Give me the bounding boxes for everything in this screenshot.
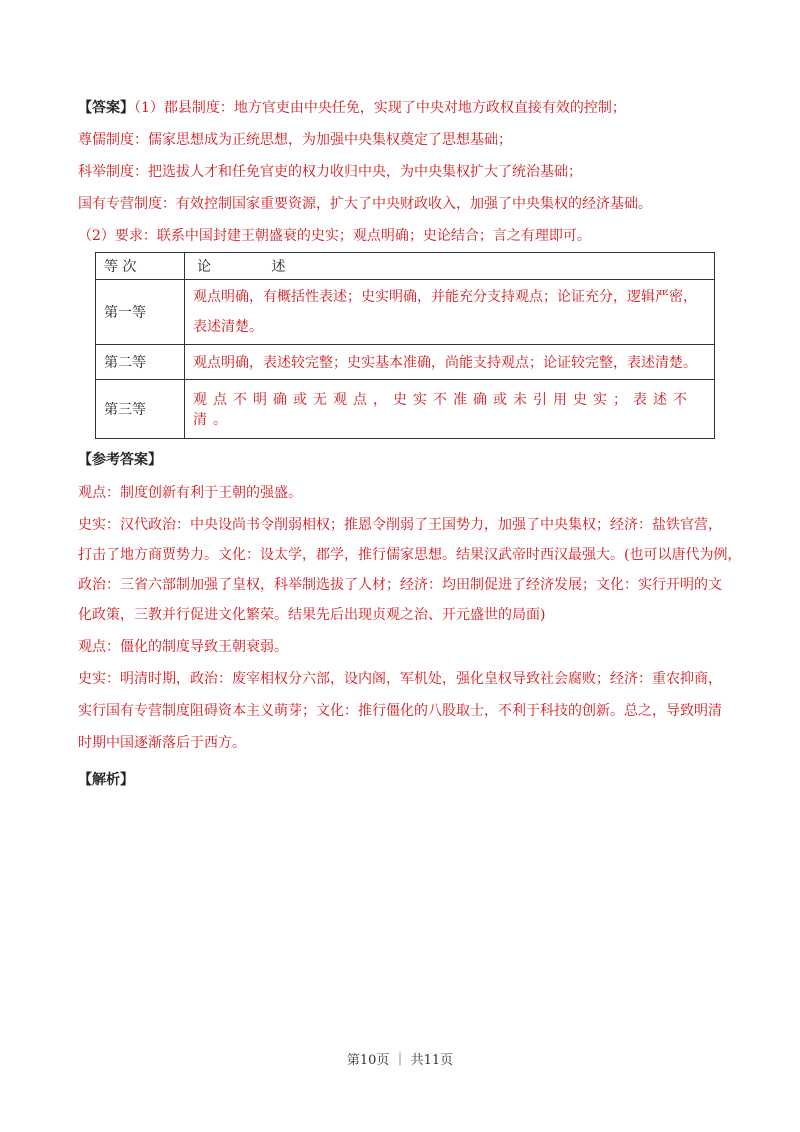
table-row <box>96 345 715 380</box>
answer-line-2: 尊儒制度：儒家思想成为正统思想，为加强中央集权奠定了思想基础； <box>78 132 512 148</box>
answer-line-5: （2）要求：联系中国封建王朝盛衰的史实；观点明确；史论结合；言之有理即可。 <box>78 228 591 244</box>
answer-line-4: 国有专营制度：有效控制国家重要资源，扩大了中央财政收入，加强了中央集权的经济基础。 <box>78 196 652 212</box>
reference-viewpoint-1: 观点：制度创新有利于王朝的强盛。 <box>78 485 302 501</box>
description-cell <box>185 345 715 380</box>
analysis-label: 【解析】 <box>78 772 134 788</box>
description-cell <box>185 280 715 345</box>
reference-fact-1b: 打击了地方商贾势力。文化：设太学，郡学，推行儒家思想。结果汉武帝时西汉最强大。(也可以唐代为例， <box>78 547 742 563</box>
table-row <box>96 280 715 345</box>
grade-cell: 第二等 <box>96 345 185 380</box>
reference-fact-1d: 化政策，三教并行促进文化繁荣。结果先后出现贞观之治、开元盛世的局面) <box>78 607 546 623</box>
description-text: 观点明确，有概括性表述；史实明确，并能充分支持观点；论证充分，逻辑严密， <box>193 289 697 305</box>
reference-viewpoint-2: 观点：僵化的制度导致王朝衰弱。 <box>78 639 288 655</box>
table-row <box>96 380 715 439</box>
answer-label: 【答案】 <box>78 100 134 116</box>
reference-fact-2c: 时期中国逐渐落后于西方。 <box>78 735 246 751</box>
answer-line-3: 科举制度：把选拔人才和任免官吏的权力收归中央，为中央集权扩大了统治基础； <box>78 164 582 180</box>
header-grade: 等 次 <box>96 253 185 280</box>
page-footer: 第10页 ｜ 共11页 <box>346 1053 454 1068</box>
grading-table <box>95 252 715 439</box>
header-description: 论 述 <box>185 253 715 280</box>
description-text: 观点不明确或无观点，史实不准确或未引用史实；表述不清。 <box>193 392 693 428</box>
grade-cell: 第三等 <box>96 380 185 439</box>
reference-fact-1c: 政治：三省六部制加强了皇权，科举制选拔了人材；经济：均田制促进了经济发展；文化：实行开明的文 <box>78 577 722 593</box>
answer-text-1: （1）郡县制度：地方官吏由中央任免，实现了中央对地方政权直接有效的控制； <box>134 100 626 116</box>
reference-label: 【参考答案】 <box>78 452 162 468</box>
reference-fact-2a: 史实：明清时期，政治：废宰相权分六部，设内阁，军机处，强化皇权导致社会腐败；经济：重农抑商， <box>78 671 722 687</box>
grade-cell: 第一等 <box>96 280 185 345</box>
description-text: 观点明确，表述较完整；史实基本准确，尚能支持观点；论证较完整，表述清楚。 <box>193 355 697 371</box>
description-text: 表述清楚。 <box>193 319 263 335</box>
table-header-row <box>96 253 715 280</box>
reference-fact-1a: 史实：汉代政治：中央设尚书令削弱相权；推恩令削弱了王国势力，加强了中央集权；经济：盐铁官营， <box>78 517 722 533</box>
description-cell <box>185 380 715 439</box>
reference-fact-2b: 实行国有专营制度阻碍资本主义萌芽；文化：推行僵化的八股取士，不利于科技的创新。总之，导致明清 <box>78 703 722 719</box>
answer-line-1 <box>78 98 626 118</box>
